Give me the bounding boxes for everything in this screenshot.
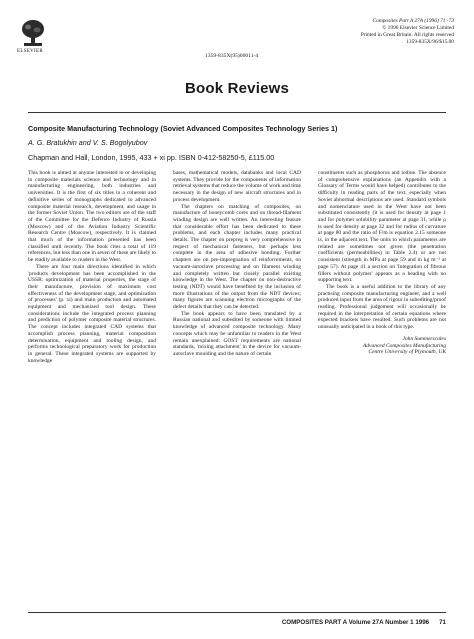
journal-citation: Composites Part A 27A (1996) 71 -73 [372, 18, 454, 24]
book-title: Composite Manufacturing Technology (Soviet Advanced Composites Technology Series 1) [28, 124, 338, 133]
issn-price-line: 1359-835X/96/$15.00 [406, 39, 454, 45]
reviewer-affiliation: Centre University of Plymouth, UK [368, 349, 446, 356]
page-footer [282, 619, 446, 626]
header-rule [28, 112, 446, 113]
paragraph: constituents such as phosphorus and iodine. The absence of comprehensive explanations (an Appendix with a Glossary of Terms would have helped) contributes to the difficulty in reading parts of the text, especially when Soviet abnormal descriptions are used. Standard symbols and nomenclature used in the West have not been substituted consistently (it is used for density at page 1 and for polymer solubility parameter at page 31, while ρ is used for density at page 32 and for radius of curvature at page 80 and the ratio of F/m is equation 2.15 someone is, in the adjacent text. The units to which parameters are related are sometimes not given (the penetration coefficients (permeabilities) in Table 2.4) or are not consistent (strength in MPa at page 59 and in kg m⁻² at page 57). At page 41 a section on 'Integration of fibrous fillers without polymer' appears as a heading with no supporting text. [318, 170, 446, 284]
publication-details: Chapman and Hall, London, 1995, 433 + xi pp. ISBN 0-412-58250-5, £115.00 [28, 153, 275, 162]
footer-journal: COMPOSITES PART A Volume 27A Number 1 1996 [281, 619, 430, 626]
footer-rule [28, 612, 446, 613]
reviewer-affiliation: Advanced Composites Manufacturing [362, 342, 446, 349]
elsevier-tree-logo [20, 18, 46, 48]
paragraph: The book is a useful addition to the library of any practising composite manufacturing engineer, and a well produced input from the area of rigour in subediting/proof reading. Professional judgement will occasionally be required in the interpretation of certain equations where expected brackets have resulted. Such problems are not unusually anticipated in a book of this type. [318, 283, 446, 331]
reviewer-name: John Summerscales [402, 335, 446, 342]
journal-info [361, 18, 454, 46]
paragraph: bases, mathematical models, databanks and local CAD systems. They provide for the components of information retrieval systems that reduce the volume of work and time necessary in the design of new aircraft structures and in process development. [173, 170, 301, 203]
paragraph: The book appears to have been translated by a Russian national and subedited by someone with limited knowledge of advanced composite technology. Many concepts which may be unfamiliar to readers in the West remain unexplained: GOST requirements are national standards, 'mixing attachment' in the device for vacuum-autoclave moulding and the nature of certain [173, 310, 301, 357]
text-column-3 [318, 170, 446, 356]
text-column-1 [28, 170, 156, 364]
section-title: Book Reviews [184, 80, 290, 97]
paragraph: There are four main directions identified in which 'products development has been accomplished in the USSR: optimization of material properties, the stage of their manufacture, provision of maximum cost effectiveness of the development stage, and optimization of processes' (p. xi) and main production and automated equipment and mechanized tool design. These considerations include the integrated process planning and prediction of polymer composite material structures. The concept includes integrated CAD systems that accomplish process planning, material composition determination, equipment and tooling design, and performs technological preparatory work for production in general. These integrated systems are supported by knowledge [28, 263, 156, 364]
publisher-logo-label: ELSEVIER [17, 49, 44, 54]
page-number: 71 [439, 619, 446, 626]
text-column-2 [173, 170, 301, 358]
book-authors: A. G. Bratukhin and V. S. Bogolyubov [28, 138, 148, 147]
copyright-line: © 1996 Elsevier Science Limited [382, 25, 454, 31]
printed-line: Printed in Great Britain. All rights reserved [360, 32, 454, 38]
article-code: 1359-835X(95)00011-4 [205, 53, 259, 59]
paragraph: This book is aimed at anyone interested in or developing in composite materials science and technology and in manufacturing engineering, both industries and universities. It is the first of six titles in a coherent and definitive series of monographs dedicated to advanced composite material research, development, and usage in the former Soviet Union. The two editors are of the staff of the Committee for the Defence Industry of Russia (Moscow) and of the Aviation Industry Scientific Research Centre (Moscow), respectively. It is claimed that much of the information presented has been classified until recently. The book cites a total of 119 references, but less than one in seven of these are likely to be readily available to readers in the West. [28, 170, 156, 264]
paragraph: The chapters on matching of composites, on manufacture of honeycomb cores and on thread-filament winding design are well written. An interesting feature that considerable effort has been dedicated to these problems, and each chapter includes many practical details. The chapter on prepreg is very comprehensive in respect of mechanical fasteners, but perhaps less complete in the area of adhesive bonding. Further chapters are on pre-impregnation of reinforcements, on vacuum-autoclave processing and on filament winding and completely written but closely parallel existing knowledge in the West. The chapter on non-destructive testing (NDT) would have benefited by the inclusion of more illustrations of the output from the NDT devices; many figures are scanning electron micrographs of the defect details that they can be detected. [173, 203, 301, 311]
